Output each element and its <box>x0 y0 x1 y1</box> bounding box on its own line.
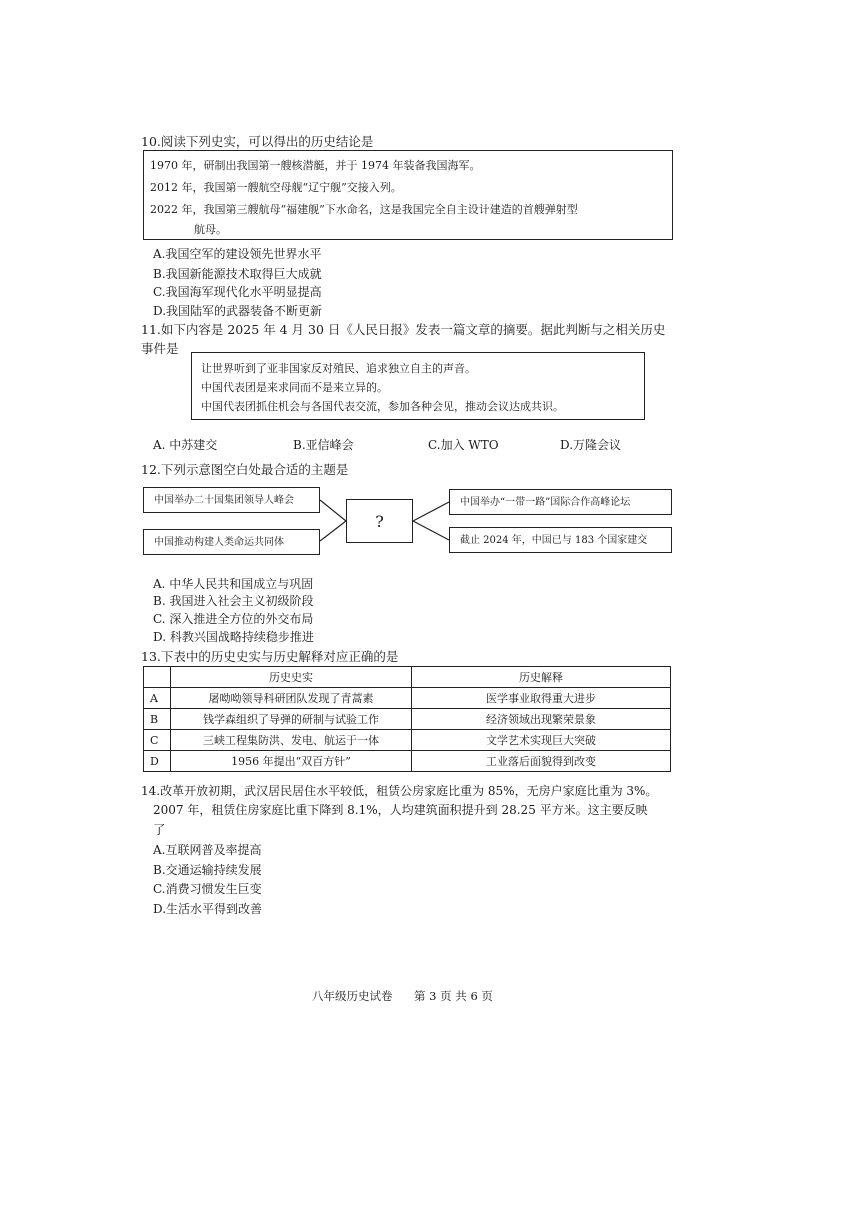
table-header-cell: 历史史实 <box>171 667 412 688</box>
q10-material-line: 航母。 <box>194 223 227 236</box>
q13-stem: 13.下表中的历史史实与历史解释对应正确的是 <box>141 649 399 664</box>
q10-material-line: 2012 年，我国第一艘航空母舰“辽宁舰”交接入列。 <box>150 181 402 194</box>
q10-material-line: 1970 年，研制出我国第一艘核潜艇，并于 1974 年装备我国海军。 <box>150 159 481 172</box>
q10-stem: 10.阅读下列史实，可以得出的历史结论是 <box>141 134 374 149</box>
row-label: B <box>144 709 171 730</box>
q10-option-a: A.我国空军的建设领先世界水平 <box>153 247 322 261</box>
table-row <box>144 688 671 709</box>
q10-material-line: 2022 年，我国第三艘航母“福建舰”下水命名，这是我国完全自主设计建造的首艘弹射型 <box>150 203 578 216</box>
row-interpretation: 文学艺术实现巨大突破 <box>412 730 671 751</box>
diagram-center-question: ? <box>346 499 413 543</box>
row-interpretation: 工业落后面貌得到改变 <box>412 751 671 772</box>
q11-option-b: B.亚信峰会 <box>293 438 354 452</box>
q14-option-a: A.互联网普及率提高 <box>153 843 262 857</box>
table-header-cell <box>144 667 171 688</box>
footer-title: 八年级历史试卷 <box>312 989 393 1003</box>
diagram-right-top: 中国举办“一带一路”国际合作高峰论坛 <box>449 489 672 515</box>
history-table <box>143 666 671 772</box>
q11-stem-line1: 11.如下内容是 2025 年 4 月 30 日《人民日报》发表一篇文章的摘要。据此判断与之相关历史 <box>141 322 666 337</box>
q11-stem-line2: 事件是 <box>141 341 179 356</box>
row-interpretation: 经济领域出现繁荣景象 <box>412 709 671 730</box>
q14-option-c: C.消费习惯发生巨变 <box>153 882 262 896</box>
q10-option-d: D.我国陆军的武器装备不断更新 <box>153 304 323 318</box>
table-header-cell: 历史解释 <box>412 667 671 688</box>
q14-stem-line2: 2007 年，租赁住房家庭比重下降到 8.1%，人均建筑面积提升到 28.25 平方米。这主要反映 <box>153 803 648 817</box>
row-label: A <box>144 688 171 709</box>
footer-page: 第 3 页 共 6 页 <box>414 989 493 1003</box>
row-fact: 钱学森组织了导弹的研制与试验工作 <box>171 709 412 730</box>
q14-stem-line1: 14.改革开放初期，武汉居民居住水平较低，租赁公房家庭比重为 85%，无房户家庭比重为 3%。 <box>141 784 658 798</box>
q14-option-d: D.生活水平得到改善 <box>153 902 263 916</box>
q14-stem-line3: 了 <box>153 822 166 837</box>
row-label: D <box>144 751 171 772</box>
q12-option-a: A. 中华人民共和国成立与巩固 <box>153 577 314 591</box>
q12-option-c: C. 深入推进全方位的外交布局 <box>153 612 314 626</box>
table-row <box>144 751 671 772</box>
row-interpretation: 医学事业取得重大进步 <box>412 688 671 709</box>
q11-material-line: 中国代表团是来求同而不是来立异的。 <box>201 381 388 394</box>
q11-material-line: 中国代表团抓住机会与各国代表交流，参加各种会见，推动会议达成共识。 <box>201 400 564 413</box>
q10-option-c: C.我国海军现代化水平明显提高 <box>153 285 322 299</box>
table-header-row <box>144 667 671 688</box>
diagram-left-top: 中国举办二十国集团领导人峰会 <box>143 487 320 513</box>
table-row <box>144 709 671 730</box>
q12-option-d: D. 科教兴国战略持续稳步推进 <box>153 630 314 644</box>
row-label: C <box>144 730 171 751</box>
table-row <box>144 730 671 751</box>
q11-option-c: C.加入 WTO <box>428 438 499 452</box>
q14-option-b: B.交通运输持续发展 <box>153 863 262 877</box>
q12-option-b: B. 我国进入社会主义初级阶段 <box>153 594 314 608</box>
diagram-right-bottom: 截止 2024 年，中国已与 183 个国家建交 <box>449 527 672 553</box>
q11-option-d: D.万隆会议 <box>560 438 622 452</box>
q10-option-b: B.我国新能源技术取得巨大成就 <box>153 267 322 281</box>
q11-material-line: 让世界听到了亚非国家反对殖民、追求独立自主的声音。 <box>201 362 476 375</box>
q12-stem: 12.下列示意图空白处最合适的主题是 <box>141 462 349 477</box>
q11-option-a: A. 中苏建交 <box>153 438 218 452</box>
row-fact: 屠呦呦领导科研团队发现了青蒿素 <box>171 688 412 709</box>
row-fact: 1956 年提出“双百方针” <box>171 751 412 772</box>
row-fact: 三峡工程集防洪、发电、航运于一体 <box>171 730 412 751</box>
diagram-left-bottom: 中国推动构建人类命运共同体 <box>143 529 320 555</box>
